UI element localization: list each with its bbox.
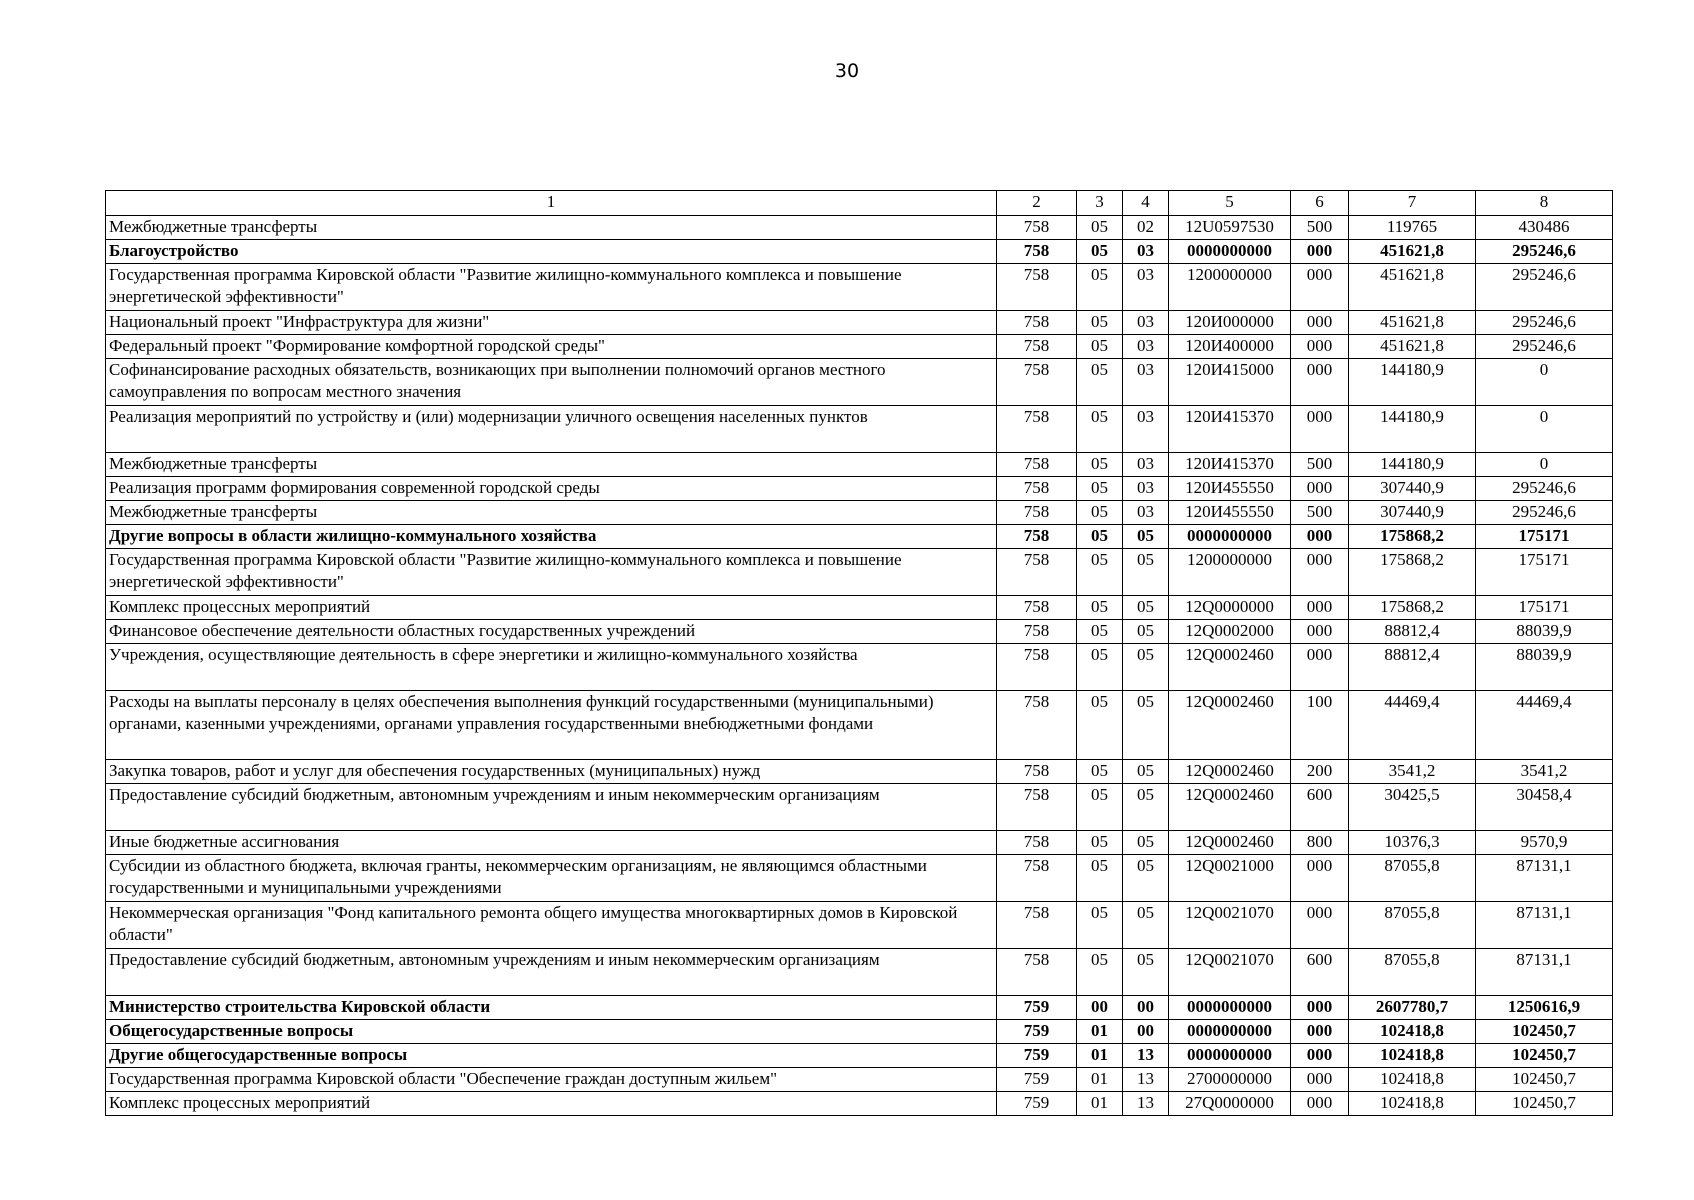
cell-section: 05 [1077, 760, 1123, 784]
cell-amount-8: 9570,9 [1476, 831, 1613, 855]
cell-subsection: 03 [1123, 477, 1169, 501]
cell-subsection: 03 [1123, 311, 1169, 335]
cell-ministry-code: 758 [997, 902, 1077, 949]
cell-expense-type: 600 [1291, 784, 1349, 831]
table-body [106, 216, 1613, 1116]
cell-subsection: 05 [1123, 549, 1169, 596]
cell-section: 00 [1077, 996, 1123, 1020]
column-header: 7 [1349, 191, 1476, 216]
cell-ministry-code: 758 [997, 620, 1077, 644]
cell-section: 05 [1077, 620, 1123, 644]
table-row [106, 760, 1613, 784]
cell-target-code: 0000000000 [1169, 240, 1291, 264]
cell-amount-7: 451621,8 [1349, 311, 1476, 335]
row-name: Государственная программа Кировской области "Развитие жилищно-коммунального комплекса и повышение энергетической эффективности" [106, 549, 997, 596]
cell-subsection: 05 [1123, 831, 1169, 855]
cell-section: 05 [1077, 501, 1123, 525]
cell-expense-type: 000 [1291, 477, 1349, 501]
cell-amount-7: 175868,2 [1349, 549, 1476, 596]
cell-target-code: 120И400000 [1169, 335, 1291, 359]
cell-subsection: 13 [1123, 1092, 1169, 1116]
cell-amount-7: 102418,8 [1349, 1020, 1476, 1044]
cell-amount-8: 3541,2 [1476, 760, 1613, 784]
cell-target-code: 120И415000 [1169, 359, 1291, 406]
cell-subsection: 03 [1123, 501, 1169, 525]
cell-target-code: 120И415370 [1169, 406, 1291, 453]
cell-ministry-code: 758 [997, 760, 1077, 784]
cell-section: 05 [1077, 784, 1123, 831]
cell-amount-7: 307440,9 [1349, 477, 1476, 501]
cell-target-code: 12Q0002460 [1169, 691, 1291, 760]
cell-amount-7: 87055,8 [1349, 855, 1476, 902]
cell-amount-8: 44469,4 [1476, 691, 1613, 760]
cell-ministry-code: 758 [997, 240, 1077, 264]
cell-amount-7: 87055,8 [1349, 949, 1476, 996]
cell-ministry-code: 759 [997, 1044, 1077, 1068]
row-name: Реализация мероприятий по устройству и (или) модернизации уличного освещения населенных пунктов [106, 406, 997, 453]
cell-amount-8: 175171 [1476, 596, 1613, 620]
table-row [106, 596, 1613, 620]
cell-target-code: 12U0597530 [1169, 216, 1291, 240]
cell-target-code: 12Q0002460 [1169, 784, 1291, 831]
cell-ministry-code: 758 [997, 311, 1077, 335]
cell-subsection: 00 [1123, 1020, 1169, 1044]
cell-expense-type: 100 [1291, 691, 1349, 760]
table-row [106, 525, 1613, 549]
table-row [106, 1020, 1613, 1044]
cell-expense-type: 500 [1291, 216, 1349, 240]
cell-ministry-code: 758 [997, 264, 1077, 311]
row-name: Учреждения, осуществляющие деятельность в сфере энергетики и жилищно-коммунального хозяйства [106, 644, 997, 691]
row-name: Финансовое обеспечение деятельности областных государственных учреждений [106, 620, 997, 644]
cell-subsection: 13 [1123, 1068, 1169, 1092]
cell-ministry-code: 759 [997, 996, 1077, 1020]
cell-target-code: 0000000000 [1169, 525, 1291, 549]
table-row [106, 855, 1613, 902]
cell-expense-type: 000 [1291, 644, 1349, 691]
cell-amount-7: 144180,9 [1349, 406, 1476, 453]
cell-subsection: 05 [1123, 644, 1169, 691]
cell-section: 05 [1077, 855, 1123, 902]
cell-subsection: 05 [1123, 691, 1169, 760]
cell-target-code: 12Q0002460 [1169, 831, 1291, 855]
cell-expense-type: 000 [1291, 1044, 1349, 1068]
cell-amount-8: 102450,7 [1476, 1020, 1613, 1044]
column-header: 3 [1077, 191, 1123, 216]
cell-amount-8: 30458,4 [1476, 784, 1613, 831]
cell-subsection: 03 [1123, 406, 1169, 453]
cell-amount-8: 175171 [1476, 549, 1613, 596]
cell-ministry-code: 759 [997, 1068, 1077, 1092]
cell-amount-8: 295246,6 [1476, 311, 1613, 335]
cell-section: 05 [1077, 335, 1123, 359]
cell-target-code: 0000000000 [1169, 1020, 1291, 1044]
cell-target-code: 120И455550 [1169, 477, 1291, 501]
cell-amount-8: 295246,6 [1476, 335, 1613, 359]
row-name: Государственная программа Кировской области "Обеспечение граждан доступным жильем" [106, 1068, 997, 1092]
cell-amount-7: 175868,2 [1349, 596, 1476, 620]
cell-amount-7: 102418,8 [1349, 1068, 1476, 1092]
row-name: Другие общегосударственные вопросы [106, 1044, 997, 1068]
cell-subsection: 05 [1123, 855, 1169, 902]
row-name: Софинансирование расходных обязательств, возникающих при выполнении полномочий органов местного самоуправления по вопросам местного значения [106, 359, 997, 406]
cell-expense-type: 000 [1291, 549, 1349, 596]
cell-section: 01 [1077, 1068, 1123, 1092]
row-name: Комплекс процессных мероприятий [106, 1092, 997, 1116]
cell-subsection: 03 [1123, 240, 1169, 264]
cell-subsection: 05 [1123, 525, 1169, 549]
cell-ministry-code: 759 [997, 1020, 1077, 1044]
cell-target-code: 120И000000 [1169, 311, 1291, 335]
cell-ministry-code: 758 [997, 691, 1077, 760]
table-row [106, 453, 1613, 477]
cell-expense-type: 000 [1291, 240, 1349, 264]
table-row [106, 264, 1613, 311]
cell-amount-7: 144180,9 [1349, 453, 1476, 477]
table-row [106, 691, 1613, 760]
cell-amount-8: 0 [1476, 453, 1613, 477]
cell-amount-7: 30425,5 [1349, 784, 1476, 831]
cell-target-code: 12Q0002000 [1169, 620, 1291, 644]
table-row [106, 549, 1613, 596]
cell-section: 05 [1077, 406, 1123, 453]
cell-expense-type: 200 [1291, 760, 1349, 784]
table-row [106, 240, 1613, 264]
cell-target-code: 120И415370 [1169, 453, 1291, 477]
table-row [106, 477, 1613, 501]
cell-target-code: 12Q0000000 [1169, 596, 1291, 620]
cell-amount-8: 87131,1 [1476, 855, 1613, 902]
cell-target-code: 12Q0002460 [1169, 644, 1291, 691]
cell-subsection: 05 [1123, 949, 1169, 996]
cell-section: 05 [1077, 902, 1123, 949]
row-name: Межбюджетные трансферты [106, 453, 997, 477]
cell-section: 05 [1077, 596, 1123, 620]
cell-expense-type: 000 [1291, 1068, 1349, 1092]
cell-target-code: 1200000000 [1169, 264, 1291, 311]
cell-ministry-code: 758 [997, 501, 1077, 525]
column-header: 8 [1476, 191, 1613, 216]
header-row [106, 191, 1613, 216]
cell-amount-7: 10376,3 [1349, 831, 1476, 855]
cell-target-code: 12Q0021070 [1169, 902, 1291, 949]
cell-subsection: 05 [1123, 620, 1169, 644]
cell-section: 05 [1077, 644, 1123, 691]
column-header: 1 [106, 191, 997, 216]
cell-subsection: 03 [1123, 264, 1169, 311]
cell-amount-8: 87131,1 [1476, 902, 1613, 949]
cell-expense-type: 000 [1291, 1020, 1349, 1044]
table-row [106, 644, 1613, 691]
cell-ministry-code: 758 [997, 784, 1077, 831]
column-header: 5 [1169, 191, 1291, 216]
cell-section: 05 [1077, 264, 1123, 311]
cell-amount-7: 87055,8 [1349, 902, 1476, 949]
cell-target-code: 120И455550 [1169, 501, 1291, 525]
table-row [106, 902, 1613, 949]
cell-amount-7: 451621,8 [1349, 240, 1476, 264]
cell-target-code: 1200000000 [1169, 549, 1291, 596]
row-name: Министерство строительства Кировской области [106, 996, 997, 1020]
cell-ministry-code: 758 [997, 335, 1077, 359]
cell-amount-8: 175171 [1476, 525, 1613, 549]
cell-ministry-code: 758 [997, 216, 1077, 240]
row-name: Предоставление субсидий бюджетным, автономным учреждениям и иным некоммерческим организациям [106, 784, 997, 831]
table-row [106, 216, 1613, 240]
cell-ministry-code: 758 [997, 831, 1077, 855]
row-name: Федеральный проект "Формирование комфортной городской среды" [106, 335, 997, 359]
cell-amount-8: 430486 [1476, 216, 1613, 240]
cell-section: 01 [1077, 1020, 1123, 1044]
cell-expense-type: 000 [1291, 406, 1349, 453]
row-name: Субсидии из областного бюджета, включая гранты, некоммерческим организациям, не являющимся областными государственными и муниципальными учреждениями [106, 855, 997, 902]
cell-ministry-code: 758 [997, 644, 1077, 691]
cell-ministry-code: 758 [997, 949, 1077, 996]
cell-expense-type: 800 [1291, 831, 1349, 855]
row-name: Некоммерческая организация "Фонд капитального ремонта общего имущества многоквартирных домов в Кировской области" [106, 902, 997, 949]
cell-amount-8: 1250616,9 [1476, 996, 1613, 1020]
column-header: 2 [997, 191, 1077, 216]
cell-target-code: 27Q0000000 [1169, 1092, 1291, 1116]
cell-subsection: 02 [1123, 216, 1169, 240]
cell-section: 05 [1077, 359, 1123, 406]
cell-subsection: 05 [1123, 784, 1169, 831]
cell-subsection: 00 [1123, 996, 1169, 1020]
cell-amount-7: 307440,9 [1349, 501, 1476, 525]
row-name: Расходы на выплаты персоналу в целях обеспечения выполнения функций государственными (муниципальными) органами, казенными учреждениями, органами управления государственными внебюджетными фондами [106, 691, 997, 760]
cell-expense-type: 000 [1291, 264, 1349, 311]
row-name: Межбюджетные трансферты [106, 501, 997, 525]
cell-expense-type: 500 [1291, 453, 1349, 477]
cell-amount-8: 102450,7 [1476, 1068, 1613, 1092]
cell-amount-8: 0 [1476, 406, 1613, 453]
cell-expense-type: 000 [1291, 996, 1349, 1020]
column-header: 6 [1291, 191, 1349, 216]
table-row [106, 949, 1613, 996]
cell-ministry-code: 758 [997, 855, 1077, 902]
cell-amount-7: 102418,8 [1349, 1092, 1476, 1116]
cell-amount-7: 88812,4 [1349, 620, 1476, 644]
cell-ministry-code: 758 [997, 453, 1077, 477]
row-name: Благоустройство [106, 240, 997, 264]
cell-section: 05 [1077, 691, 1123, 760]
cell-section: 05 [1077, 525, 1123, 549]
cell-amount-7: 451621,8 [1349, 335, 1476, 359]
table-row [106, 1068, 1613, 1092]
cell-target-code: 12Q0002460 [1169, 760, 1291, 784]
row-name: Другие вопросы в области жилищно-коммунального хозяйства [106, 525, 997, 549]
cell-amount-8: 87131,1 [1476, 949, 1613, 996]
cell-amount-8: 102450,7 [1476, 1092, 1613, 1116]
cell-expense-type: 000 [1291, 902, 1349, 949]
cell-amount-7: 88812,4 [1349, 644, 1476, 691]
cell-section: 05 [1077, 949, 1123, 996]
cell-amount-7: 119765 [1349, 216, 1476, 240]
cell-ministry-code: 758 [997, 525, 1077, 549]
cell-amount-7: 2607780,7 [1349, 996, 1476, 1020]
cell-subsection: 05 [1123, 760, 1169, 784]
cell-amount-8: 0 [1476, 359, 1613, 406]
cell-expense-type: 000 [1291, 335, 1349, 359]
cell-target-code: 2700000000 [1169, 1068, 1291, 1092]
cell-subsection: 03 [1123, 453, 1169, 477]
cell-subsection: 03 [1123, 359, 1169, 406]
cell-expense-type: 600 [1291, 949, 1349, 996]
row-name: Государственная программа Кировской области "Развитие жилищно-коммунального комплекса и повышение энергетической эффективности" [106, 264, 997, 311]
cell-amount-7: 175868,2 [1349, 525, 1476, 549]
cell-amount-8: 295246,6 [1476, 477, 1613, 501]
row-name: Закупка товаров, работ и услуг для обеспечения государственных (муниципальных) нужд [106, 760, 997, 784]
cell-ministry-code: 759 [997, 1092, 1077, 1116]
cell-target-code: 12Q0021070 [1169, 949, 1291, 996]
cell-target-code: 0000000000 [1169, 996, 1291, 1020]
cell-expense-type: 000 [1291, 620, 1349, 644]
cell-subsection: 05 [1123, 596, 1169, 620]
row-name: Предоставление субсидий бюджетным, автономным учреждениям и иным некоммерческим организациям [106, 949, 997, 996]
cell-amount-7: 44469,4 [1349, 691, 1476, 760]
cell-ministry-code: 758 [997, 549, 1077, 596]
cell-ministry-code: 758 [997, 359, 1077, 406]
cell-subsection: 05 [1123, 902, 1169, 949]
cell-section: 05 [1077, 549, 1123, 596]
page-number: 30 [834, 60, 860, 82]
cell-subsection: 13 [1123, 1044, 1169, 1068]
table-row [106, 1092, 1613, 1116]
cell-subsection: 03 [1123, 335, 1169, 359]
row-name: Иные бюджетные ассигнования [106, 831, 997, 855]
cell-expense-type: 000 [1291, 855, 1349, 902]
table-row [106, 359, 1613, 406]
cell-expense-type: 500 [1291, 501, 1349, 525]
cell-section: 01 [1077, 1044, 1123, 1068]
cell-section: 05 [1077, 216, 1123, 240]
cell-expense-type: 000 [1291, 311, 1349, 335]
cell-amount-8: 88039,9 [1476, 620, 1613, 644]
cell-amount-7: 451621,8 [1349, 264, 1476, 311]
cell-section: 01 [1077, 1092, 1123, 1116]
table-row [106, 311, 1613, 335]
cell-ministry-code: 758 [997, 477, 1077, 501]
cell-expense-type: 000 [1291, 525, 1349, 549]
table-row [106, 996, 1613, 1020]
row-name: Общегосударственные вопросы [106, 1020, 997, 1044]
table-row [106, 501, 1613, 525]
cell-section: 05 [1077, 453, 1123, 477]
table-row [106, 335, 1613, 359]
table-row [106, 620, 1613, 644]
table-row [106, 831, 1613, 855]
cell-amount-8: 295246,6 [1476, 240, 1613, 264]
cell-amount-7: 3541,2 [1349, 760, 1476, 784]
row-name: Межбюджетные трансферты [106, 216, 997, 240]
cell-amount-7: 144180,9 [1349, 359, 1476, 406]
cell-ministry-code: 758 [997, 596, 1077, 620]
table-row [106, 406, 1613, 453]
cell-ministry-code: 758 [997, 406, 1077, 453]
cell-expense-type: 000 [1291, 359, 1349, 406]
row-name: Национальный проект "Инфраструктура для жизни" [106, 311, 997, 335]
cell-target-code: 0000000000 [1169, 1044, 1291, 1068]
cell-amount-8: 295246,6 [1476, 264, 1613, 311]
cell-amount-8: 295246,6 [1476, 501, 1613, 525]
cell-expense-type: 000 [1291, 596, 1349, 620]
budget-table [105, 190, 1613, 1116]
cell-amount-8: 102450,7 [1476, 1044, 1613, 1068]
row-name: Реализация программ формирования современной городской среды [106, 477, 997, 501]
column-header: 4 [1123, 191, 1169, 216]
cell-section: 05 [1077, 311, 1123, 335]
cell-expense-type: 000 [1291, 1092, 1349, 1116]
cell-amount-7: 102418,8 [1349, 1044, 1476, 1068]
row-name: Комплекс процессных мероприятий [106, 596, 997, 620]
table-row [106, 784, 1613, 831]
cell-amount-8: 88039,9 [1476, 644, 1613, 691]
cell-section: 05 [1077, 831, 1123, 855]
cell-section: 05 [1077, 240, 1123, 264]
cell-section: 05 [1077, 477, 1123, 501]
table-row [106, 1044, 1613, 1068]
cell-target-code: 12Q0021000 [1169, 855, 1291, 902]
